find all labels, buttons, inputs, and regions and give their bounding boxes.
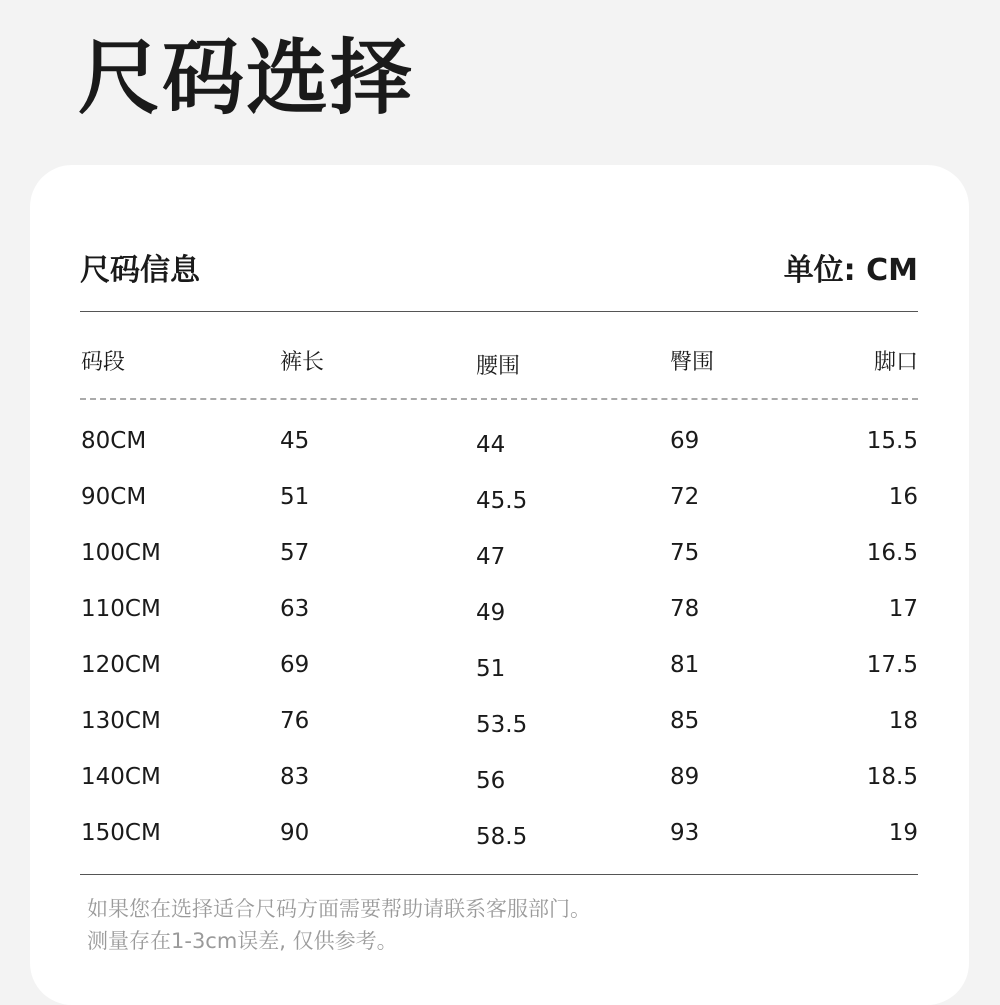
card-header <box>80 245 918 289</box>
unit-label: 单位: CM <box>783 253 918 288</box>
table-cell: 18.5 <box>866 764 918 790</box>
table-cell: 15.5 <box>866 428 918 454</box>
table-cell: 16 <box>888 484 918 510</box>
table-cell: 130CM <box>81 708 161 734</box>
table-cell: 69 <box>280 652 310 678</box>
table-cell: 90CM <box>81 484 147 510</box>
page-title: 尺码选择 <box>78 31 415 126</box>
note-line-error: 测量存在1-3cm误差, 仅供参考。 <box>87 929 398 953</box>
table-cell: 63 <box>280 596 310 622</box>
table-cell: 69 <box>670 428 700 454</box>
header-size-range: 码段 <box>81 350 126 375</box>
table-cell: 17 <box>888 596 918 622</box>
header-waist: 腰围 <box>476 354 521 379</box>
table-cell: 53.5 <box>476 712 528 738</box>
table-cell: 100CM <box>81 540 161 566</box>
table-cell: 93 <box>670 820 700 846</box>
table-cell: 72 <box>670 484 700 510</box>
table-cell: 16.5 <box>866 540 918 566</box>
table-cell: 120CM <box>81 652 161 678</box>
table-cell: 47 <box>476 544 506 570</box>
table-cell: 140CM <box>81 764 161 790</box>
table-cell: 150CM <box>81 820 161 846</box>
table-cell: 75 <box>670 540 700 566</box>
header-hem: 脚口 <box>873 350 918 375</box>
table-cell: 18 <box>888 708 918 734</box>
header-pants-length: 裤长 <box>280 350 325 375</box>
size-info-card <box>30 165 969 1005</box>
table-cell: 19 <box>888 820 918 846</box>
table-bottom-divider <box>80 874 918 875</box>
table-cell: 78 <box>670 596 700 622</box>
table-cell: 76 <box>280 708 310 734</box>
table-cell: 45 <box>280 428 310 454</box>
table-cell: 89 <box>670 764 700 790</box>
table-cell: 17.5 <box>866 652 918 678</box>
table-cell: 49 <box>476 600 506 626</box>
table-cell: 51 <box>476 656 506 682</box>
table-cell: 51 <box>280 484 310 510</box>
size-note <box>87 893 591 957</box>
section-title: 尺码信息 <box>80 253 200 288</box>
note-line-help: 如果您在选择适合尺码方面需要帮助请联系客服部门。 <box>87 897 591 921</box>
table-cell: 81 <box>670 652 700 678</box>
table-cell: 80CM <box>81 428 147 454</box>
header-divider <box>80 311 918 312</box>
table-cell: 58.5 <box>476 824 528 850</box>
table-cell: 56 <box>476 768 506 794</box>
table-cell: 90 <box>280 820 310 846</box>
table-cell: 57 <box>280 540 310 566</box>
table-cell: 83 <box>280 764 310 790</box>
column-header-divider <box>80 398 918 400</box>
table-cell: 110CM <box>81 596 161 622</box>
header-hip: 臀围 <box>670 350 715 375</box>
table-cell: 45.5 <box>476 488 528 514</box>
table-cell: 44 <box>476 432 506 458</box>
table-cell: 85 <box>670 708 700 734</box>
